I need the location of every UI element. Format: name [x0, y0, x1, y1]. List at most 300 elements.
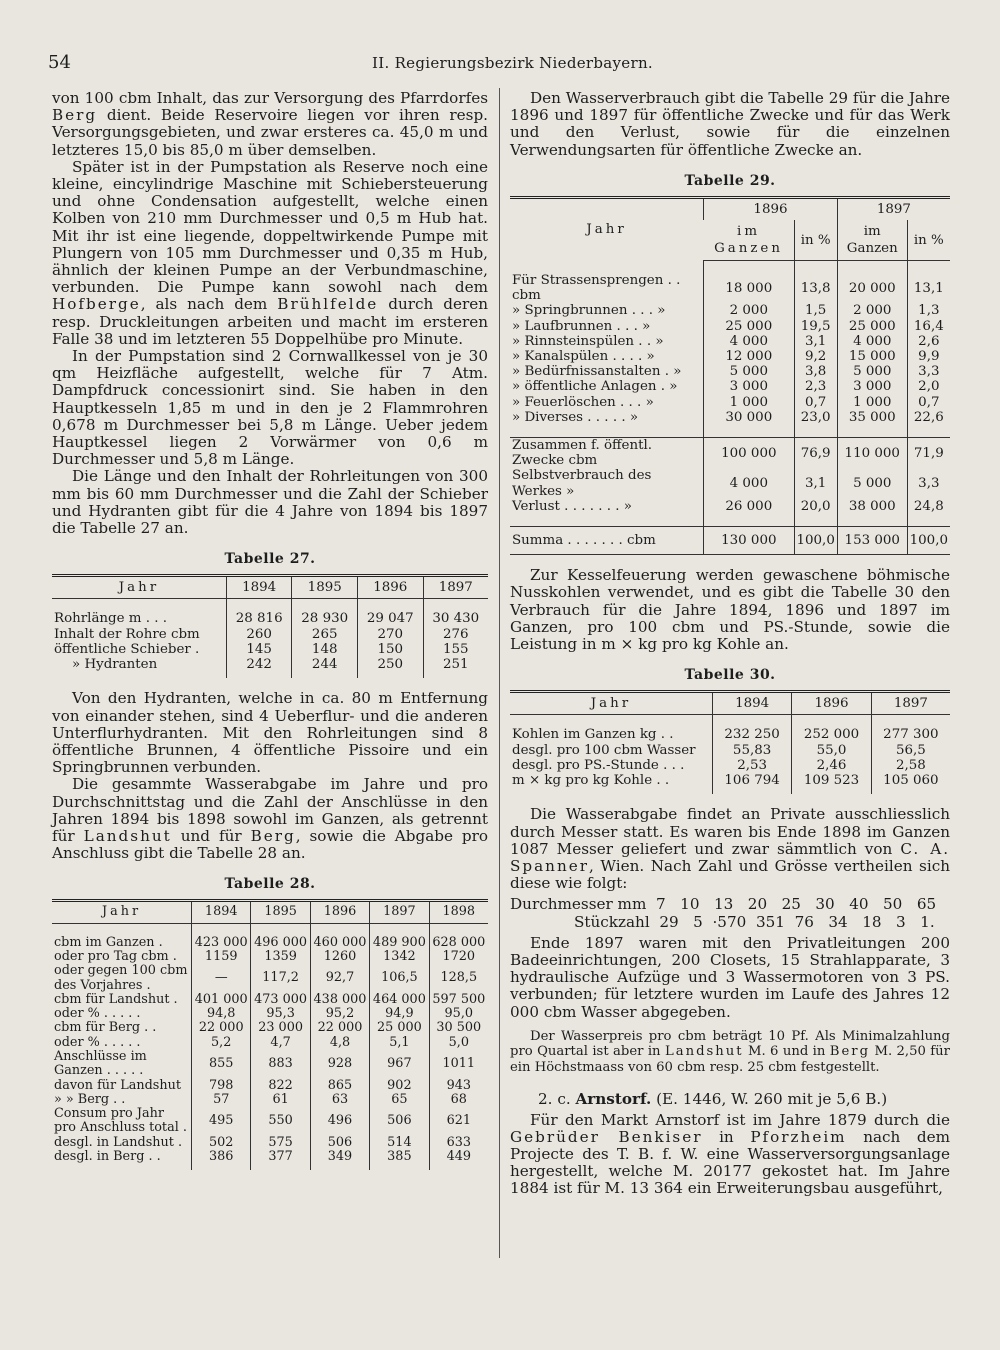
- cell: 943: [429, 1079, 488, 1093]
- meter-line: Durchmesser mm 7 10 13 20 25 30 40 50 65: [510, 895, 937, 914]
- cell: 270: [357, 627, 423, 642]
- cell: öffentliche Schieber .: [54, 641, 200, 657]
- section-number: 2. c.: [538, 1089, 571, 1108]
- cell: 3 000: [704, 379, 794, 394]
- cell: » Rinnsteinspülen . . »: [512, 333, 664, 349]
- header-cell: in %: [907, 220, 950, 261]
- table-row: [52, 964, 488, 993]
- cell: » Hydranten: [72, 657, 158, 673]
- spaced-name: Brühlfelde: [277, 295, 379, 314]
- paragraph: [510, 1112, 950, 1198]
- cell: 5 000: [837, 364, 907, 379]
- cell: 9,9: [907, 349, 950, 364]
- table-row: [52, 1021, 488, 1035]
- cell: 1159: [192, 950, 251, 964]
- header-cell: in %: [794, 220, 837, 261]
- cell: cbm für Landshut .: [54, 991, 178, 1007]
- spaced-name: Hofberge: [52, 295, 141, 314]
- header-cell: 1896: [792, 692, 871, 715]
- paragraph: [52, 776, 488, 862]
- section-heading: [510, 1090, 950, 1108]
- cell: 55,83: [712, 743, 791, 758]
- cell: 29 047: [357, 611, 423, 626]
- cell: 928: [310, 1050, 369, 1079]
- table-row: [510, 303, 950, 318]
- cell: 20 000: [837, 273, 907, 303]
- header-cell: 1894: [192, 901, 251, 923]
- table-row: [510, 334, 950, 349]
- table-28: [52, 899, 488, 1170]
- cell: 489 900: [370, 936, 429, 950]
- table-row: [52, 993, 488, 1007]
- cell: Inhalt der Rohre cbm: [54, 626, 200, 642]
- section-note: (E. 1446, W. 260 mit je 5,6 B.): [656, 1089, 888, 1108]
- cell: 13,8: [794, 273, 837, 303]
- cell: 4 000: [704, 334, 794, 349]
- header-cell: Jahr: [510, 197, 704, 260]
- cell: 95,0: [429, 1007, 488, 1021]
- cell: 25 000: [704, 319, 794, 334]
- cell: Selbstverbrauch des Werkes »: [512, 468, 652, 499]
- text: Für den Markt Arnstorf ist im Jahre 1879 durch die: [530, 1110, 950, 1129]
- cell: oder gegen 100 cbm des Vorjahres .: [54, 963, 188, 993]
- table-row: [52, 1036, 488, 1050]
- table-row: [52, 1093, 488, 1107]
- cell: 2 000: [837, 303, 907, 318]
- cell: 514: [370, 1136, 429, 1150]
- header-cell: 1894: [226, 576, 292, 599]
- header-cell: 1897: [837, 197, 950, 220]
- text: M. 6 und in: [747, 1044, 826, 1060]
- table-row: [52, 657, 488, 678]
- cell: 1359: [251, 950, 310, 964]
- cell: 506: [310, 1136, 369, 1150]
- table-row: [510, 743, 950, 758]
- cell: 63: [310, 1093, 369, 1107]
- cell: 2,6: [907, 334, 950, 349]
- spacer-row: [52, 599, 488, 612]
- cell: oder % . . . . .: [54, 1006, 141, 1022]
- cell: —: [192, 964, 251, 993]
- cell: 9,2: [794, 349, 837, 364]
- cell: 621: [429, 1107, 488, 1136]
- cell: 2,46: [792, 758, 871, 773]
- cell: 153 000: [837, 527, 907, 555]
- cell: m ⨯ kg pro kg Kohle . .: [512, 773, 670, 789]
- cell: 117,2: [251, 964, 310, 993]
- cell: 19,5: [794, 319, 837, 334]
- cell: 386: [192, 1150, 251, 1170]
- cell: » öffentliche Anlagen . »: [512, 379, 678, 395]
- cell: 2,53: [712, 758, 791, 773]
- spaced-name: Pforzheim: [750, 1127, 847, 1146]
- text: , Wien. Nach Zahl und Grösse vertheilen sich diese wie folgt:: [510, 856, 950, 893]
- table-caption: Tabelle 30.: [684, 667, 776, 684]
- header-cell: 1894: [712, 692, 791, 715]
- cell: Consum pro Jahr pro Anschluss total .: [54, 1106, 187, 1136]
- text: dient. Beide Reservoire liegen vor ihren resp. Versorgungsgebieten, und zwar ersteres ca. 45,0 m und letzteres 15,0 bis 85,0 m über demselben.: [52, 106, 488, 159]
- cell: 22 000: [310, 1021, 369, 1035]
- paragraph: [52, 90, 488, 159]
- cell: 0,7: [794, 395, 837, 410]
- cell: 5 000: [704, 364, 794, 379]
- cell: 502: [192, 1136, 251, 1150]
- cell: 1720: [429, 950, 488, 964]
- cell: 2,0: [907, 379, 950, 394]
- cell: 61: [251, 1093, 310, 1107]
- header-cell: 1897: [423, 576, 488, 599]
- cell: 464 000: [370, 993, 429, 1007]
- paragraph: Den Wasserverbrauch gibt die Tabelle 29 für die Jahre 1896 und 1897 für öffentliche Zwecke und für das Werk und den Verlust, sowie für die einzelnen Verwendungsarten für öffentliche Zwecke an.: [510, 89, 950, 159]
- cell: 76,9: [794, 438, 837, 469]
- cell: 25 000: [370, 1021, 429, 1035]
- cell: 865: [310, 1079, 369, 1093]
- cell: 128,5: [429, 964, 488, 993]
- spacer-row: [510, 715, 950, 728]
- cell: 1,3: [907, 303, 950, 318]
- cell: 95,2: [310, 1007, 369, 1021]
- column-divider: [499, 88, 500, 1258]
- cell: 4,7: [251, 1036, 310, 1050]
- cell: 12 000: [704, 349, 794, 364]
- cell: 130 000: [704, 527, 794, 555]
- cell: 26 000: [704, 499, 794, 514]
- table-row: [510, 319, 950, 334]
- table-body: [52, 923, 488, 1170]
- cell: 94,9: [370, 1007, 429, 1021]
- cell: 496 000: [251, 936, 310, 950]
- cell: 1260: [310, 950, 369, 964]
- cell: cbm für Berg . .: [54, 1020, 157, 1036]
- table-row: [510, 438, 950, 469]
- table-row: [510, 758, 950, 773]
- cell: 22 000: [192, 1021, 251, 1035]
- cell: 3,1: [794, 468, 837, 498]
- cell: 1 000: [704, 395, 794, 410]
- cell: » Bedürfnissanstalten . »: [512, 364, 682, 380]
- cell: 597 500: [429, 993, 488, 1007]
- text: in: [719, 1127, 734, 1146]
- cell: 855: [192, 1050, 251, 1079]
- cell: » Kanalspülen . . . . »: [512, 349, 655, 365]
- cell: 100 000: [704, 438, 794, 469]
- cell: 244: [292, 657, 358, 678]
- header-cell: 1898: [429, 901, 488, 923]
- cell: 2,3: [794, 379, 837, 394]
- table-caption: Tabelle 29.: [684, 172, 776, 189]
- cell: oder pro Tag cbm .: [54, 948, 177, 964]
- text: M. 2,50 für ein Höchstmaass von 60 cbm resp. 25 cbm festgestellt.: [510, 1044, 950, 1075]
- text: , als nach dem: [140, 295, 268, 314]
- table-row: [52, 1150, 488, 1170]
- table-header-row: [510, 197, 950, 220]
- table-caption: Tabelle 27.: [224, 551, 316, 568]
- table-row: [510, 468, 950, 498]
- cell: 276: [423, 627, 488, 642]
- cell: 28 816: [226, 611, 292, 626]
- cell: 495: [192, 1107, 251, 1136]
- spaced-name: C. A. Spanner: [510, 839, 951, 875]
- cell: 56,5: [871, 743, 950, 758]
- table-row: [510, 349, 950, 364]
- cell: 57: [192, 1093, 251, 1107]
- cell: 150: [357, 642, 423, 657]
- table-row: [52, 642, 488, 657]
- cell: 13,1: [907, 273, 950, 303]
- cell: 822: [251, 1079, 310, 1093]
- cell: cbm im Ganzen .: [54, 934, 163, 950]
- cell: 5,0: [429, 1036, 488, 1050]
- text: Die gesammte Wasserabgabe im Jahre und pro Durchschnittstag und die Zahl der Anschlüsse in den Jahren 1894 bis 1898 sowohl im Ganzen, als getrennt für: [52, 775, 488, 845]
- cell: 3,8: [794, 364, 837, 379]
- cell: 5,1: [370, 1036, 429, 1050]
- table-header-row: [510, 692, 950, 715]
- cell: 38 000: [837, 499, 907, 514]
- page-number: 54: [48, 52, 71, 73]
- text: und für: [180, 826, 242, 845]
- text: durch deren resp. Druckleitungen arbeiten und macht im ersteren Falle 38 und im letzteren 55 Doppelhübe pro Minute.: [52, 295, 489, 348]
- left-column: [52, 90, 488, 1182]
- header-cell: 1895: [292, 576, 358, 599]
- cell: 1342: [370, 950, 429, 964]
- cell: 277 300: [871, 727, 950, 742]
- header-cell: im Ganzen: [837, 220, 907, 261]
- cell: 109 523: [792, 773, 871, 794]
- cell: 3,3: [907, 468, 950, 498]
- cell: 145: [226, 642, 292, 657]
- table-row: [510, 499, 950, 514]
- spaced-name: Landshut: [664, 1044, 744, 1060]
- cell: 4,8: [310, 1036, 369, 1050]
- header-cell: Jahr: [52, 576, 226, 599]
- cell: oder % . . . . .: [54, 1034, 141, 1050]
- cell: 506: [370, 1107, 429, 1136]
- cell: davon für Landshut: [54, 1077, 181, 1093]
- cell: 1011: [429, 1050, 488, 1079]
- cell: 401 000: [192, 993, 251, 1007]
- cell: 4 000: [704, 468, 794, 498]
- header-cell: 1897: [871, 692, 950, 715]
- cell: 71,9: [907, 438, 950, 469]
- cell: 30 500: [429, 1021, 488, 1035]
- table-header-row: [52, 901, 488, 923]
- cell: 2 000: [704, 303, 794, 318]
- cell: 16,4: [907, 319, 950, 334]
- cell: 106,5: [370, 964, 429, 993]
- table-27: [52, 574, 488, 678]
- cell: 23 000: [251, 1021, 310, 1035]
- header-cell: 1896: [310, 901, 369, 923]
- cell: 5,2: [192, 1036, 251, 1050]
- table-row: [510, 395, 950, 410]
- cell: 575: [251, 1136, 310, 1150]
- cell: Rohrlänge m . . .: [54, 611, 168, 627]
- table-body: [510, 261, 950, 555]
- paragraph: Die Länge und den Inhalt der Rohrleitungen von 300 mm bis 60 mm Durchmesser und die Zahl der Schieber und Hydranten gibt für die 4 Jahre von 1894 bis 1897 die Tabelle 27 an.: [52, 467, 488, 538]
- cell: 1,5: [794, 303, 837, 318]
- paragraph: In der Pumpstation sind 2 Cornwallkessel von je 30 qm Heizfläche aufgestellt, welche für 7 Atm. Dampfdruck concessionirt sind. Sie haben in den Hauptkesseln 1,85 m und in den je 2 Flammrohren 0,678 m Durchmesser bei 5,8 m Länge. Ueber jedem Hauptkessel liegen 2 Vorwärmer von 0,6 m Durchmesser und 5,8 m Länge.: [52, 347, 488, 469]
- cell: 68: [429, 1093, 488, 1107]
- cell: Kohlen im Ganzen kg . .: [512, 727, 674, 743]
- table-row: [52, 1136, 488, 1150]
- header-cell: im Ganzen: [704, 220, 794, 261]
- cell: 349: [310, 1150, 369, 1170]
- cell: 633: [429, 1136, 488, 1150]
- spaced-name: Berg: [829, 1044, 871, 1060]
- text: Der Wasserpreis pro cbm beträgt 10 Pf. Als Minimalzahlung pro Quartal ist aber in: [510, 1028, 950, 1060]
- cell: 15 000: [837, 349, 907, 364]
- cell: 148: [292, 642, 358, 657]
- spaced-name: Berg: [250, 826, 296, 845]
- cell: 550: [251, 1107, 310, 1136]
- cell: Verlust . . . . . . . »: [512, 498, 632, 514]
- cell: 449: [429, 1150, 488, 1170]
- spacer-row: [510, 261, 950, 274]
- cell: » Diverses . . . . . »: [512, 409, 639, 425]
- cell: 100,0: [907, 527, 950, 555]
- cell: 94,8: [192, 1007, 251, 1021]
- table-body: [510, 715, 950, 794]
- table-body: [52, 599, 488, 678]
- cell: 3,3: [907, 364, 950, 379]
- cell: 3 000: [837, 379, 907, 394]
- text: , sowie die Abgabe pro Anschluss gibt die Tabelle 28 an.: [52, 826, 489, 863]
- cell: Anschlüsse im Ganzen . . . . .: [54, 1049, 147, 1079]
- cell: Summa . . . . . . . cbm: [510, 527, 704, 555]
- table-header-row: [52, 576, 488, 599]
- cell: 106 794: [712, 773, 791, 794]
- cell: 260: [226, 627, 292, 642]
- paragraph: Ende 1897 waren mit den Privatleitungen 200 Badeeinrichtungen, 200 Closets, 15 Strahlapparate, 3 hydraulische Aufzüge und 3 Wassermotoren von 3 PS. verbunden; für letztere wurden im Laufe des Jahres 12 000 cbm Wasser abgegeben.: [510, 933, 950, 1021]
- cell: » Springbrunnen . . . »: [512, 303, 666, 319]
- header-cell: Jahr: [52, 901, 192, 923]
- cell: 92,7: [310, 964, 369, 993]
- table-row: [52, 1107, 488, 1136]
- header-cell: 1896: [357, 576, 423, 599]
- cell: 902: [370, 1079, 429, 1093]
- table-row: [510, 410, 950, 425]
- cell: 25 000: [837, 319, 907, 334]
- cell: 251: [423, 657, 488, 678]
- cell: 105 060: [871, 773, 950, 794]
- cell: 252 000: [792, 727, 871, 742]
- cell: 0,7: [907, 395, 950, 410]
- spacer-row: [510, 514, 950, 527]
- cell: 242: [226, 657, 292, 678]
- cell: 18 000: [704, 273, 794, 303]
- paragraph: Von den Hydranten, welche in ca. 80 m Entfernung von einander stehen, sind 4 Ueberflur- und die anderen Unterflurhydranten. Mit den Rohrleitungen sind 8 öffentliche Brunnen, 4 öffentliche Pissoire und ein Springbrunnen verbunden.: [52, 689, 488, 777]
- cell: 265: [292, 627, 358, 642]
- table-row: [52, 1079, 488, 1093]
- cell: » Laufbrunnen . . . »: [512, 318, 651, 334]
- cell: 110 000: [837, 438, 907, 469]
- sum-row: [510, 527, 950, 555]
- table-row: [52, 627, 488, 642]
- cell: 30 430: [423, 611, 488, 626]
- header-cell: 1897: [370, 901, 429, 923]
- header-cell: Jahr: [510, 692, 712, 715]
- table-caption: Tabelle 28.: [224, 876, 316, 893]
- table-row: [52, 611, 488, 626]
- meter-line: Stückzahl 29 5 ·570 351 76 34 18 3 1.: [574, 912, 935, 931]
- cell: 2,58: [871, 758, 950, 773]
- spaced-name: Gebrüder Benkiser: [510, 1127, 703, 1146]
- cell: 5 000: [837, 468, 907, 498]
- table-row: [52, 1007, 488, 1021]
- cell: 377: [251, 1150, 310, 1170]
- spacer-row: [510, 425, 950, 438]
- cell: 4 000: [837, 334, 907, 349]
- header-cell: 1895: [251, 901, 310, 923]
- cell: 24,8: [907, 499, 950, 514]
- cell: 232 250: [712, 727, 791, 742]
- table-row: [510, 364, 950, 379]
- spaced-name: Berg: [52, 106, 98, 125]
- cell: 423 000: [192, 936, 251, 950]
- text: nach dem Projecte des T. B. f. W. eine Wasserversorgungsanlage hergestellt, welche M. 20177 gekostet hat. Im Jahre 1884 ist für M. 13 364 ein Erweiterungsbau ausgeführt,: [510, 1127, 951, 1198]
- cell: 22,6: [907, 410, 950, 425]
- text: Später ist in der Pumpstation als Reserve noch eine kleine, eincylindrige Maschine mit Schiebersteuerung und ohne Condensation aufgestellt, welche einen Kolben von 210 mm Durchmesser und 0,5 m Hub hat. Mit ihr ist eine liegende, doppeltwirkende Pumpe mit Plungern von 105 mm Durchmesser und 0,35 m Hub, ähnlich der kleinen Pumpe an der Verbundmaschine, verbunden. Die Pumpe kann sowohl nach dem: [52, 157, 488, 297]
- cell: 155: [423, 642, 488, 657]
- cell: 473 000: [251, 993, 310, 1007]
- cell: 250: [357, 657, 423, 678]
- text: Die Wasserabgabe findet an Private ausschliesslich durch Messer statt. Es waren bis Ende 1898 im Ganzen 1087 Messer geliefert und zwar sämmtlich von: [510, 805, 950, 858]
- cell: » Feuerlöschen . . . »: [512, 394, 654, 410]
- table-row: [52, 936, 488, 950]
- cell: 100,0: [794, 527, 837, 555]
- right-column: [510, 90, 950, 1198]
- table-row: [510, 273, 950, 303]
- table-row: [510, 379, 950, 394]
- cell: 20,0: [794, 499, 837, 514]
- paragraph: Zur Kesselfeuerung werden gewaschene böhmische Nusskohlen verwendet, und es gibt die Tabelle 30 den Verbrauch für die Jahre 1894, 1896 und 1897 im Ganzen, pro 100 cbm und PS.-Stunde, sowie die Leistung in m ⨯ kg pro kg Kohle an.: [510, 566, 950, 654]
- cell: 95,3: [251, 1007, 310, 1021]
- cell: Für Strassensprengen . . cbm: [512, 273, 681, 304]
- header-cell: 1896: [704, 197, 838, 220]
- cell: 65: [370, 1093, 429, 1107]
- running-head: II. Regierungsbezirk Niederbayern.: [372, 54, 653, 72]
- table-29: [510, 196, 950, 555]
- cell: 883: [251, 1050, 310, 1079]
- cell: 628 000: [429, 936, 488, 950]
- cell: 3,1: [794, 334, 837, 349]
- spaced-name: Landshut: [83, 826, 172, 845]
- cell: 967: [370, 1050, 429, 1079]
- cell: 35 000: [837, 410, 907, 425]
- cell: 1 000: [837, 395, 907, 410]
- cell: desgl. in Berg . .: [54, 1149, 161, 1165]
- text: von 100 cbm Inhalt, das zur Versorgung des Pfarrdorfes: [52, 89, 488, 107]
- paragraph: [510, 806, 950, 892]
- cell: Zusammen f. öffentl. Zwecke cbm: [510, 438, 704, 469]
- cell: desgl. pro PS.-Stunde . . .: [512, 757, 685, 773]
- section-title: Arnstorf.: [575, 1089, 652, 1108]
- cell: desgl. pro 100 cbm Wasser: [512, 742, 696, 758]
- cell: desgl. in Landshut .: [54, 1134, 183, 1150]
- cell: 496: [310, 1107, 369, 1136]
- table-row: [52, 1050, 488, 1079]
- cell: 30 000: [704, 410, 794, 425]
- paragraph: [52, 159, 488, 348]
- cell: 798: [192, 1079, 251, 1093]
- table-row: [52, 950, 488, 964]
- spacer-row: [52, 923, 488, 936]
- paragraph: [510, 1029, 950, 1076]
- table-30: [510, 690, 950, 794]
- table-row: [510, 727, 950, 742]
- cell: 438 000: [310, 993, 369, 1007]
- cell: 385: [370, 1150, 429, 1170]
